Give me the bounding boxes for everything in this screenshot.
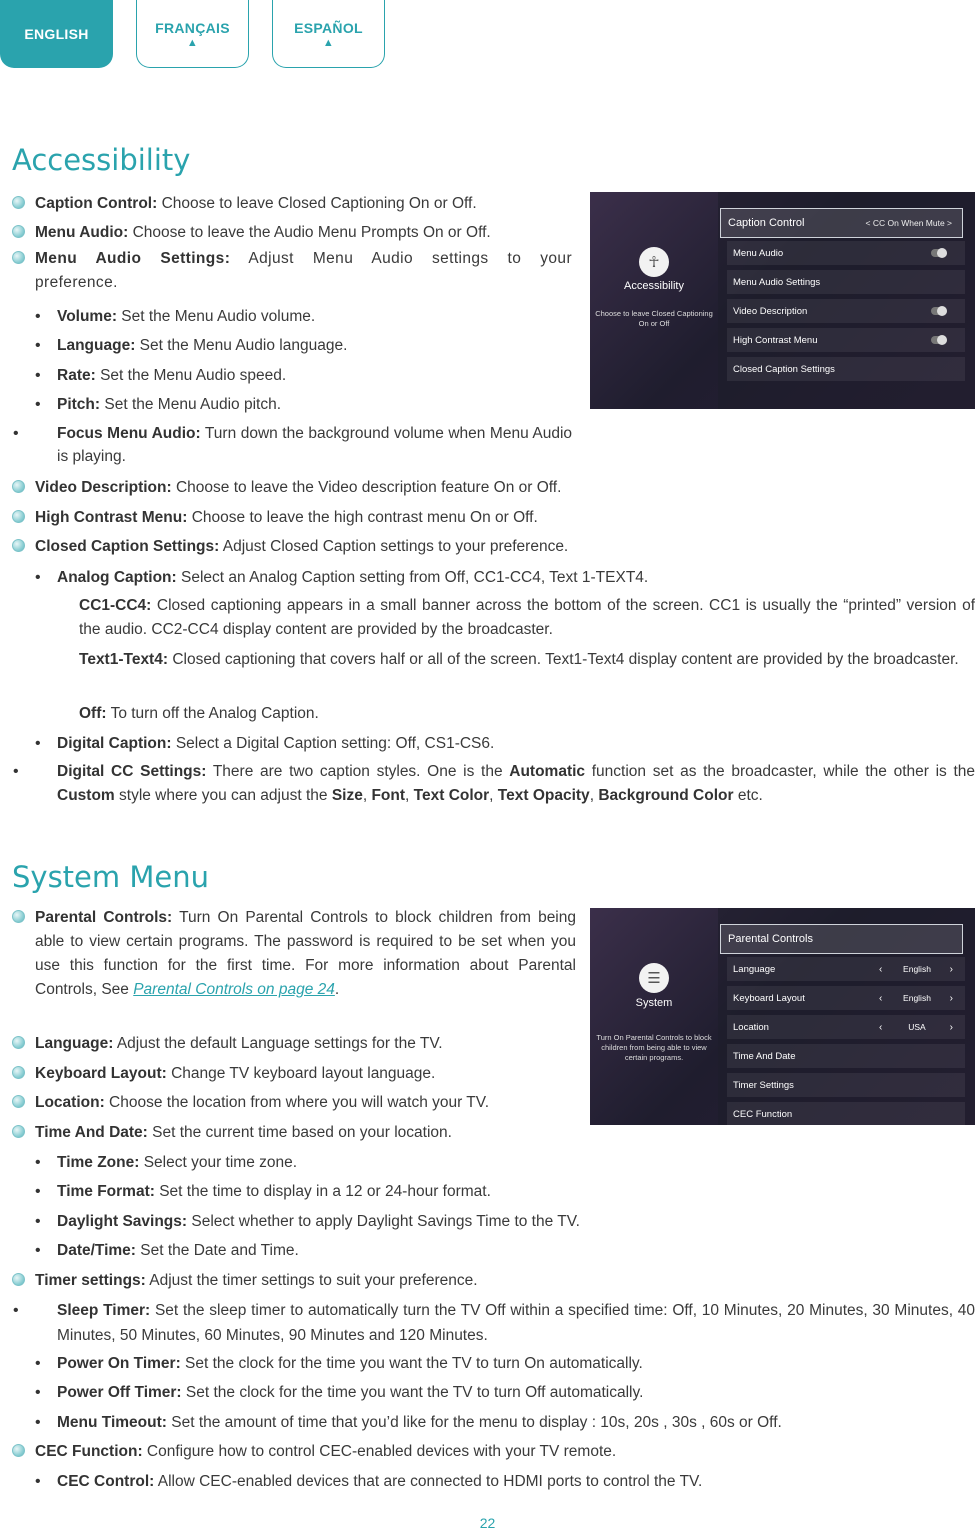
list-item: Video Description: Choose to leave the Video description feature On or Off. xyxy=(12,473,561,502)
list-item: • Sleep Timer: Set the sleep timer to automatically turn the TV Off within a specified time: Off, 10 Minutes, 20 Minutes, 30 Minutes, 40 Minutes, 50 Minutes, 60 Minutes, 90 Minutes and 120 Minutes. xyxy=(13,1302,975,1344)
tab-espanol[interactable] xyxy=(272,0,385,68)
list-item: High Contrast Menu: Choose to leave the high contrast menu On or Off. xyxy=(12,503,538,532)
screenshot-subtitle: Choose to leave Closed Captioning On or Off xyxy=(595,309,713,328)
menu-item-language[interactable]: Language ‹ English › xyxy=(727,957,965,981)
bullet-icon xyxy=(12,1125,25,1138)
page-number: 22 xyxy=(479,1515,496,1531)
list-item: Location: Choose the location from where you will watch your TV. xyxy=(12,1088,489,1117)
chevron-right-icon[interactable]: › xyxy=(949,963,953,975)
screenshot-title: Accessibility xyxy=(624,280,684,292)
list-item: • Focus Menu Audio: Turn down the background volume when Menu Audio is playing. xyxy=(13,425,573,465)
tab-english[interactable] xyxy=(0,0,113,68)
list-item: • Time Format: Set the time to display in a 12 or 24-hour format. xyxy=(35,1183,491,1200)
accessibility-screenshot xyxy=(590,192,975,409)
toggle-icon[interactable] xyxy=(931,336,947,344)
parental-controls-link[interactable]: Parental Controls on page 24 xyxy=(133,981,335,998)
list-item: Time And Date: Set the current time based on your location. xyxy=(12,1118,452,1147)
menu-item-cec-function[interactable]: CEC Function xyxy=(727,1102,965,1125)
paragraph: Off: To turn off the Analog Caption. xyxy=(79,705,319,722)
list-item: • Volume: Set the Menu Audio volume. xyxy=(35,308,316,325)
menu-item-video-description[interactable]: Video Description xyxy=(727,299,965,323)
list-item: • Analog Caption: Select an Analog Caption setting from Off, CC1-CC4, Text 1-TEXT4. xyxy=(35,569,649,586)
chevron-left-icon[interactable]: ‹ xyxy=(879,1021,883,1033)
system-screenshot xyxy=(590,908,975,1125)
menu-item-closed-caption-settings[interactable]: Closed Caption Settings xyxy=(727,357,965,381)
list-item: • Menu Timeout: Set the amount of time that you’d like for the menu to display : 10s, 20s , 30s , 60s or Off. xyxy=(35,1414,782,1431)
list-item: Caption Control: Choose to leave Closed Captioning On or Off. xyxy=(12,189,477,218)
tab-espanol-label: ESPAÑOL xyxy=(294,19,363,36)
accessibility-heading: Accessibility xyxy=(12,143,191,177)
screenshot-subtitle: Turn On Parental Controls to block children from being able to view certain programs. xyxy=(596,1033,712,1062)
list-item: • Time Zone: Select your time zone. xyxy=(35,1154,298,1171)
list-item: • Pitch: Set the Menu Audio pitch. xyxy=(35,396,282,413)
bullet-icon xyxy=(12,910,25,923)
list-item: • Power On Timer: Set the clock for the time you want the TV to turn On automatically. xyxy=(35,1355,643,1372)
list-item: • Digital CC Settings: There are two caption styles. One is the Automatic function set as the broadcaster, while the other is the Custom style where you can adjust the Size, Font, Text Color, Text Opacity, Background Color etc. xyxy=(13,763,975,804)
toggle-icon[interactable] xyxy=(931,307,947,315)
menu-item-menu-audio-settings[interactable]: Menu Audio Settings xyxy=(727,270,965,294)
list-item: Language: Adjust the default Language settings for the TV. xyxy=(12,1029,443,1058)
system-menu-icon: ☰ xyxy=(639,963,669,993)
list-item: • Rate: Set the Menu Audio speed. xyxy=(35,367,287,384)
bullet-icon xyxy=(12,1095,25,1108)
up-arrow-icon: ▲ xyxy=(186,36,199,49)
list-item: • Language: Set the Menu Audio language. xyxy=(35,337,348,354)
menu-item-location[interactable]: Location ‹ USA › xyxy=(727,1015,965,1039)
list-item: Keyboard Layout: Change TV keyboard layout language. xyxy=(12,1059,435,1088)
tab-francais-label: FRANÇAIS xyxy=(155,19,230,36)
list-item: • Digital Caption: Select a Digital Caption setting: Off, CS1-CS6. xyxy=(35,735,495,752)
up-arrow-icon: ▲ xyxy=(322,36,335,49)
bullet-icon xyxy=(12,1066,25,1079)
bullet-icon xyxy=(12,480,25,493)
list-item: • Date/Time: Set the Date and Time. xyxy=(35,1242,299,1259)
bullet-icon xyxy=(12,251,25,264)
chevron-left-icon[interactable]: ‹ xyxy=(879,963,883,975)
menu-item-parental-controls[interactable]: Parental Controls xyxy=(720,924,963,954)
bullet-icon xyxy=(12,1444,25,1457)
menu-item-caption-control[interactable]: Caption Control < CC On When Mute > xyxy=(720,208,963,238)
list-item: Timer settings: Adjust the timer settings to suit your preference. xyxy=(12,1266,478,1295)
menu-item-keyboard-layout[interactable]: Keyboard Layout ‹ English › xyxy=(727,986,965,1010)
menu-item-menu-audio[interactable]: Menu Audio xyxy=(727,241,965,265)
chevron-right-icon[interactable]: › xyxy=(949,992,953,1004)
list-item: • Power Off Timer: Set the clock for the time you want the TV to turn Off automatically. xyxy=(35,1384,644,1401)
list-item: • Daylight Savings: Select whether to apply Daylight Savings Time to the TV. xyxy=(35,1213,580,1230)
bullet-icon xyxy=(12,225,25,238)
menu-item-time-and-date[interactable]: Time And Date xyxy=(727,1044,965,1068)
list-item: CEC Function: Configure how to control CEC-enabled devices with your TV remote. xyxy=(12,1437,616,1466)
bullet-icon xyxy=(12,1036,25,1049)
accessibility-icon: ☥ xyxy=(639,247,669,277)
list-item: Closed Caption Settings: Adjust Closed Caption settings to your preference. xyxy=(12,532,568,561)
paragraph: CC1-CC4: Closed captioning appears in a small banner across the bottom of the screen. CC1 is usually the “printed” version of the audio. CC2-CC4 display content are provided by the broadcaster. xyxy=(79,597,975,638)
menu-item-timer-settings[interactable]: Timer Settings xyxy=(727,1073,965,1097)
screenshot-title: System xyxy=(635,997,673,1009)
list-item: • CEC Control: Allow CEC-enabled devices that are connected to HDMI ports to control the TV. xyxy=(35,1473,703,1490)
bullet-icon xyxy=(12,510,25,523)
bullet-icon xyxy=(12,196,25,209)
chevron-left-icon[interactable]: ‹ xyxy=(879,992,883,1004)
tab-english-label: ENGLISH xyxy=(24,26,89,42)
paragraph: Text1-Text4: Closed captioning that covers half or all of the screen. Text1-Text4 display content are provided by the broadcaster. xyxy=(79,651,959,668)
toggle-icon[interactable] xyxy=(931,249,947,257)
chevron-right-icon[interactable]: › xyxy=(949,1021,953,1033)
system-menu-heading: System Menu xyxy=(12,860,209,894)
bullet-icon xyxy=(12,1273,25,1286)
list-item: Parental Controls: Turn On Parental Controls to block children from being able to view certain programs. The password is required to be set when you use this function for the first time. For more information about Parental Controls, See Parental Controls on page 24. xyxy=(12,906,576,1002)
list-item: Menu Audio Settings: Adjust Menu Audio settings to your preference. xyxy=(12,247,572,295)
bullet-icon xyxy=(12,539,25,552)
list-item: Menu Audio: Choose to leave the Audio Menu Prompts On or Off. xyxy=(12,218,491,247)
menu-item-high-contrast[interactable]: High Contrast Menu xyxy=(727,328,965,352)
tab-francais[interactable] xyxy=(136,0,249,68)
